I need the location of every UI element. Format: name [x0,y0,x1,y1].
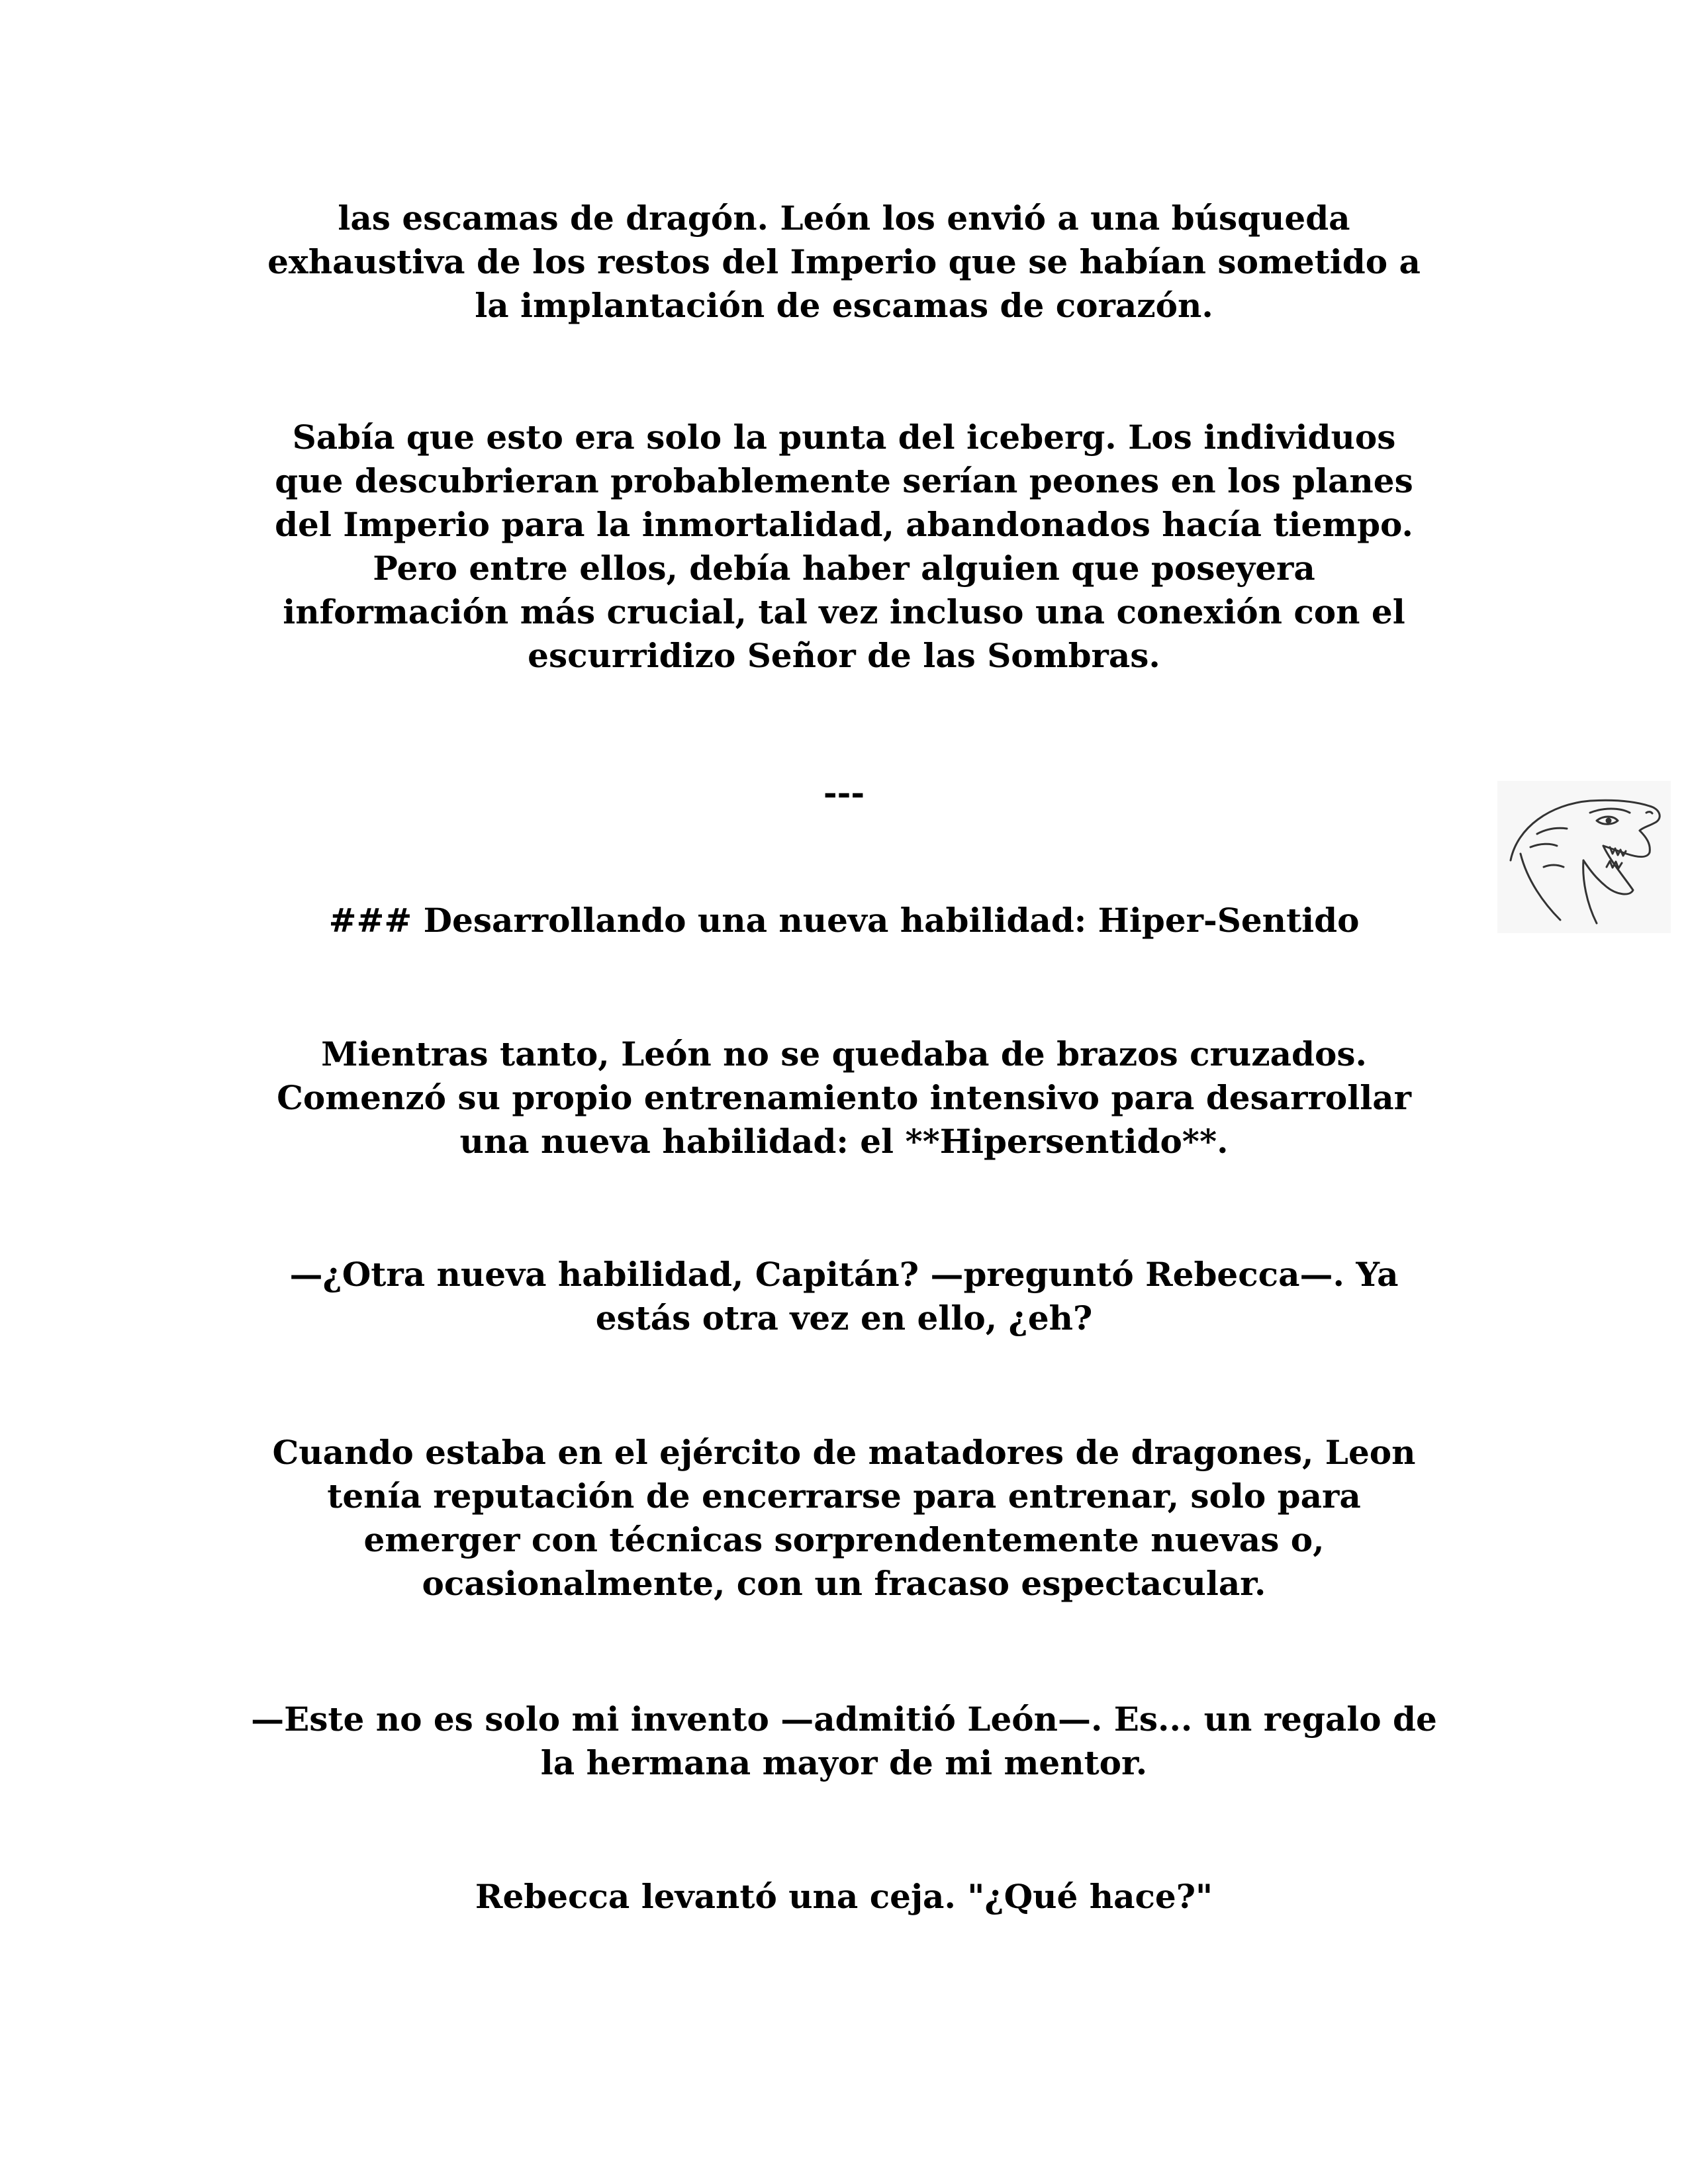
text-line: la implantación de escamas de corazón. [475,286,1213,325]
text-line: escurridizo Señor de las Sombras. [528,636,1160,675]
text-line: Sabía que esto era solo la punta del iceberg. Los individuos [292,418,1396,457]
text-line: emerger con técnicas sorprendentemente nuevas o, [363,1520,1325,1559]
paragraph-dialogo-leon [199,1698,1489,1785]
text-line: las escamas de dragón. León los envió a una búsqueda [338,199,1350,238]
section-separator: --- [823,773,865,812]
text-line: Cuando estaba en el ejército de matadores de dragones, Leon [272,1433,1416,1472]
text-line: Comenzó su propio entrenamiento intensivo para desarrollar [277,1078,1411,1117]
text-line: la hermana mayor de mi mentor. [540,1743,1148,1782]
paragraph-ejercito [199,1431,1489,1606]
text-line: Rebecca levantó una ceja. "¿Qué hace?" [475,1877,1213,1916]
text-line: información más crucial, tal vez incluso una conexión con el [283,592,1405,631]
text-line: del Imperio para la inmortalidad, abandonados hacía tiempo. [275,505,1413,544]
text-line: Pero entre ellos, debía haber alguien que poseyera [373,549,1315,588]
text-line: —Este no es solo mi invento —admitió León—. Es... un regalo de [251,1700,1437,1739]
paragraph-dialogo-rebecca [199,1253,1489,1340]
text-line: que descubrieran probablemente serían peones en los planes [275,461,1413,500]
text-line: —¿Otra nueva habilidad, Capitán? —preguntó Rebecca—. Ya [289,1255,1399,1294]
text-line: ocasionalmente, con un fracaso espectacular. [422,1564,1266,1603]
text-line: tenía reputación de encerrarse para entrenar, solo para [327,1477,1361,1516]
paragraph-iceberg [199,416,1489,678]
paragraph-entrenamiento [199,1032,1489,1163]
text-line: estás otra vez en ello, ¿eh? [595,1298,1093,1338]
paragraph-escamas [199,197,1489,328]
paragraph-pregunta [199,1875,1489,1919]
text-line: Mientras tanto, León no se quedaba de brazos cruzados. [321,1034,1367,1073]
text-line: una nueva habilidad: el **Hipersentido**. [459,1122,1229,1161]
text-line: exhaustiva de los restos del Imperio que se habían sometido a [267,242,1421,281]
dinosaur-head-sketch-icon [1497,781,1671,933]
section-heading: ### Desarrollando una nueva habilidad: Hiper-Sentido [328,901,1360,940]
